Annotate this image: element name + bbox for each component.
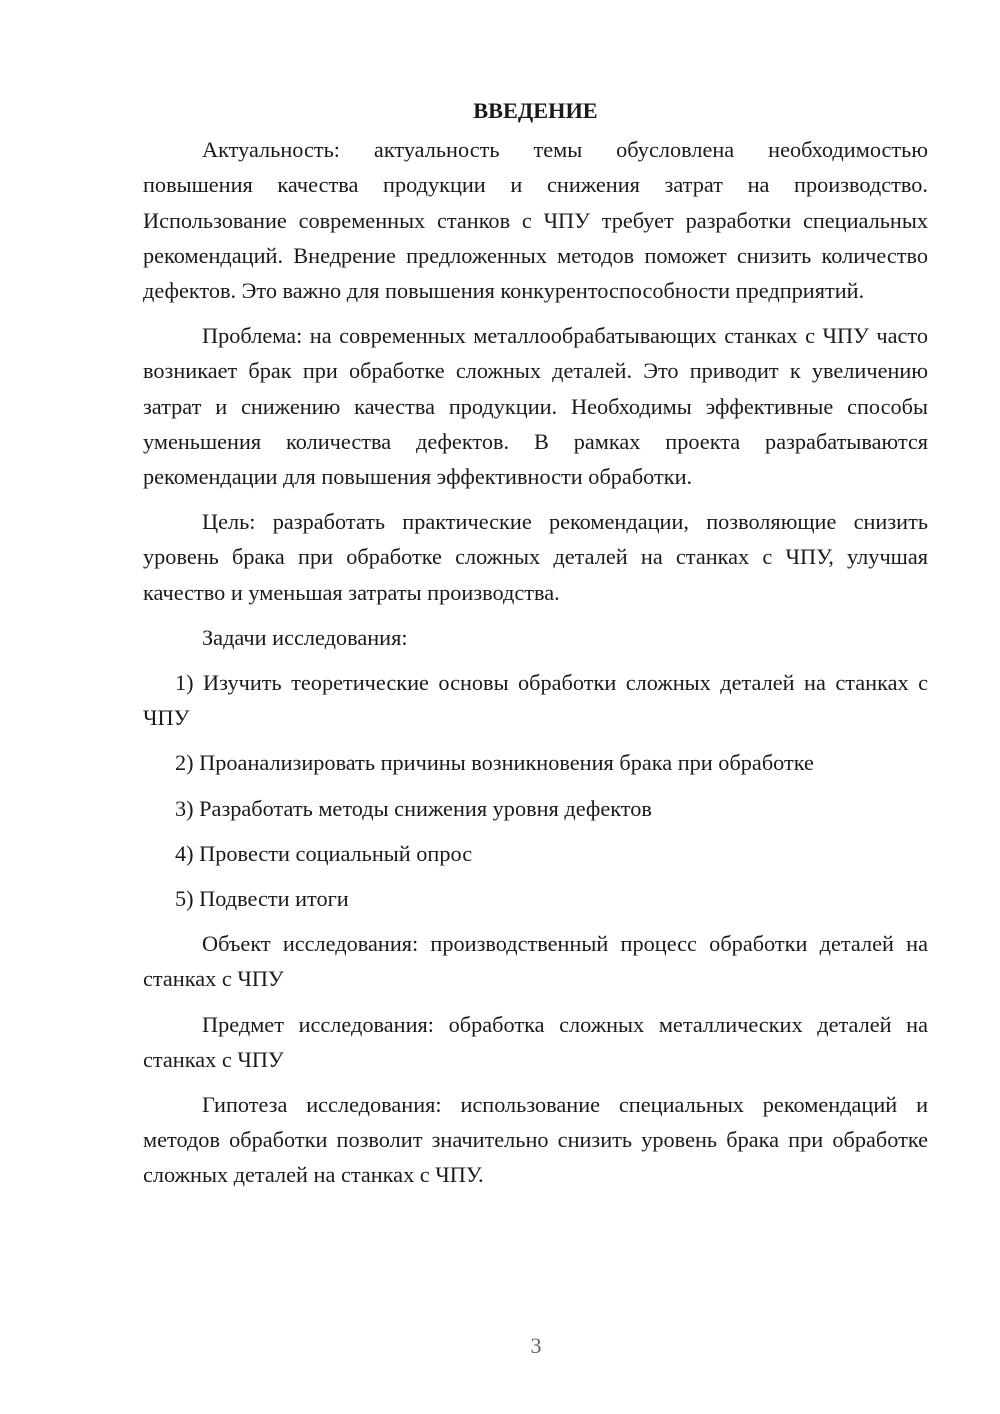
page-content: [143, 93, 928, 1203]
relevance-paragraph: Актуальность: актуальность темы обусловлена необходимостью повышения качества продукции и снижения затрат на производство. Использование современных станков с ЧПУ требует разработки специальных рекомендаций. Внедрение предложенных методов поможет снизить количество дефектов. Это важно для повышения конкурентоспособности предприятий.: [143, 137, 928, 304]
object-paragraph: Объект исследования: производственный процесс обработки деталей на станках с ЧПУ: [143, 931, 928, 992]
problem-paragraph: Проблема: на современных металлообрабатывающих станках с ЧПУ часто возникает брак при обработке сложных деталей. Это приводит к увеличению затрат и снижению качества продукции. Необходимы эффективные способы уменьшения количества дефектов. В рамках проекта разрабатываются рекомендации для повышения эффективности обработки.: [143, 323, 928, 490]
task-item-5: 5) Подвести итоги: [175, 886, 349, 912]
tasks-heading: Задачи исследования:: [202, 624, 408, 650]
task-item-1: 1) Изучить теоретические основы обработки сложных деталей на станках с ЧПУ: [143, 670, 928, 731]
page-number: 3: [530, 1333, 542, 1358]
hypothesis-paragraph: Гипотеза исследования: использование специальных рекомендаций и методов обработки позволит значительно снизить уровень брака при обработке сложных деталей на станках с ЧПУ.: [143, 1092, 928, 1188]
task-item-3: 3) Разработать методы снижения уровня дефектов: [175, 795, 652, 821]
task-item-4: 4) Провести социальный опрос: [175, 840, 473, 866]
section-title: ВВЕДЕНИЕ: [473, 98, 598, 123]
subject-paragraph: Предмет исследования: обработка сложных металлических деталей на станках с ЧПУ: [143, 1011, 928, 1072]
task-item-2: 2) Проанализировать причины возникновения брака при обработке: [175, 750, 814, 776]
goal-paragraph: Цель: разработать практические рекомендации, позволяющие снизить уровень брака при обработке сложных деталей на станках с ЧПУ, улучшая качество и уменьшая затраты производства.: [143, 509, 928, 605]
